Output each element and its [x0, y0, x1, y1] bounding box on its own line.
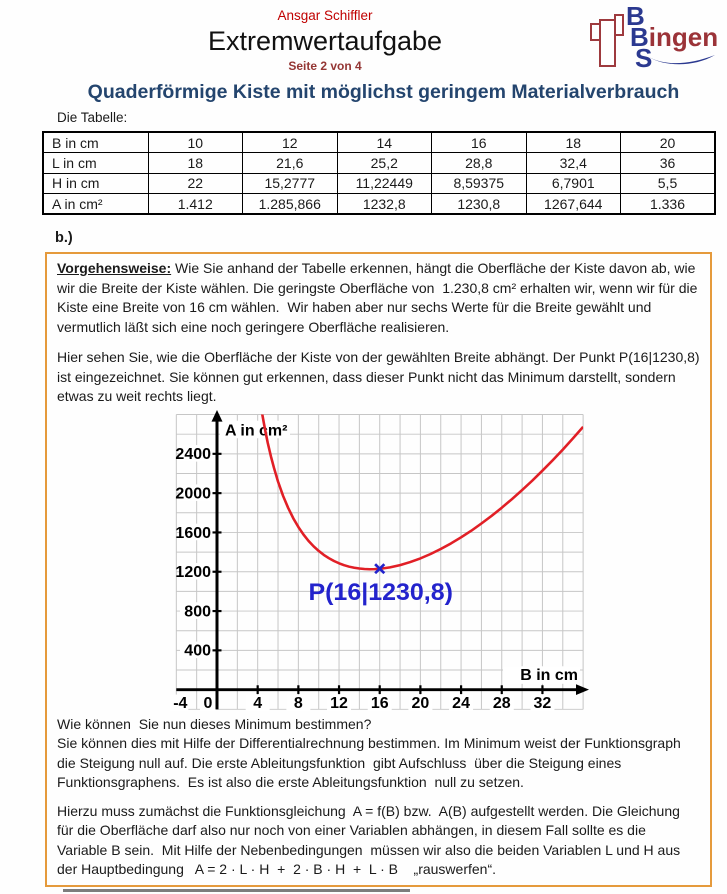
logo-letter-b-mid: B: [630, 22, 649, 52]
y-tick-label: 1200: [175, 563, 211, 581]
table-cell: 18: [526, 132, 621, 153]
table-row: [43, 132, 715, 153]
bbs-bingen-logo: [589, 2, 721, 72]
table-cell: 1267,644: [526, 194, 621, 215]
table-cell: 10: [148, 132, 243, 153]
table-cell: 1232,8: [337, 194, 432, 215]
x-tick-label: 8: [293, 694, 303, 712]
swoosh-icon: [647, 52, 719, 68]
row-header: H in cm: [43, 173, 148, 194]
table-cell: 6,7901: [526, 173, 621, 194]
function-curve: [262, 411, 583, 569]
table-cell: 11,22449: [337, 173, 432, 194]
x-axis-title: B in cm: [520, 666, 578, 684]
table-cell: 32,4: [526, 153, 621, 174]
x-axis-arrow: [576, 684, 589, 695]
minimum-answer: Sie können dies mit Hilfe der Differentialrechnung bestimmen. Im Minimum weist der Funktionsgraph die Steigung null auf. Die erste Ableitungsfunktion gibt Aufschluss über die Steigung eines Funktionsgraphens. Es ist also die erste Ableitungsfunktion null zu setzen.: [57, 735, 689, 790]
table-cell: 8,59375: [432, 173, 527, 194]
minimum-question: Wie können Sie nun dieses Minimum bestimmen?: [57, 715, 372, 732]
table-cell: 1.412: [148, 194, 243, 215]
header: [0, 0, 653, 73]
paragraph-hauptbedingung: Hierzu muss zumächst die Funktionsgleichung A = f(B) bzw. A(B) aufgestellt werden. Die Gleichung für die Oberfläche darf also nur noch von einer Variablen abhängen, in diesem Fall sollte es die Variable B sein. Mit Hilfe der Nebenbedingungen müssen wir also die beiden Variablen L und H aus der Hauptbedingung A = 2 · L · H + 2 · B · H + L · B „rauswerfen“.: [57, 802, 684, 877]
table-cell: 20: [621, 132, 716, 153]
subsection-label: b.): [55, 230, 73, 246]
row-header: A in cm²: [43, 194, 148, 215]
logo-letter-s: S: [635, 43, 653, 73]
paragraph-lead: Vorgehensweise:: [57, 260, 172, 276]
values-table-body: [43, 132, 715, 214]
y-tick-label: 2000: [175, 485, 211, 502]
surface-area-chart: [170, 409, 610, 715]
table-cell: 18: [148, 153, 243, 174]
table-cell: 1.285,866: [243, 194, 338, 215]
tower-icon: [589, 2, 625, 70]
logo-text-ingen: ingen: [648, 22, 719, 52]
x-tick-label: 20: [411, 694, 430, 712]
page-indicator: Seite 2 von 4: [288, 59, 362, 73]
table-cell: 22: [148, 173, 243, 194]
y-axis-arrow: [212, 409, 223, 421]
table-row: [43, 153, 715, 174]
page-title: Extremwertaufgabe: [207, 26, 443, 56]
table-cell: 36: [621, 153, 716, 174]
author-name: Ansgar Schiffler: [277, 8, 373, 23]
x-tick-label: -4: [173, 694, 188, 712]
x-tick-label: 24: [452, 694, 470, 712]
paragraph-lead-text: Wie Sie anhand der Tabelle erkennen, hängt die Oberfläche der Kiste davon ab, wie wir die Breite der Kiste wählen. Die geringste Oberfläche von 1.230,8 cm² erhalten wir, wenn wir für die Kiste eine Breite von 16 cm wählen. Wir haben aber nur sechs Werte für die Breite gewählt und vermutlich läßt sich eine noch geringere Oberfläche realisieren.: [57, 260, 702, 335]
table-row: [43, 173, 715, 194]
x-tick-label: 4: [253, 694, 263, 712]
table-cell: 28,8: [432, 153, 527, 174]
paragraph-vorgehensweise: [57, 259, 700, 337]
table-label: Die Tabelle:: [57, 110, 128, 125]
explanation-box: [45, 252, 712, 887]
table-row: [43, 194, 715, 215]
table-cell: 15,2777: [243, 173, 338, 194]
table-cell: 1.336: [621, 194, 716, 215]
logo-letter-b-top: B: [626, 1, 645, 31]
table-cell: 21,6: [243, 153, 338, 174]
table-cell: 25,2: [337, 153, 432, 174]
x-tick-label: 12: [330, 694, 348, 712]
x-tick-label: 32: [533, 694, 552, 712]
table-cell: 12: [243, 132, 338, 153]
table-cell: 14: [337, 132, 432, 153]
y-axis-title: A in cm²: [225, 421, 288, 439]
table-cell: 16: [432, 132, 527, 153]
y-tick-label: 400: [184, 642, 211, 660]
x-tick-label: 28: [492, 694, 511, 712]
table-cell: 5,5: [621, 173, 716, 194]
x-tick-label: 0: [203, 694, 213, 712]
paragraph-graph-intro: Hier sehen Sie, wie die Oberfläche der Kiste von der gewählten Breite abhängt. Der Punkt P(16|1230,8) ist eingezeichnet. Sie können gut erkennen, dass dieser Punkt nicht das Minimum darstellt, sondern etwas zu weit rechts liegt.: [57, 349, 704, 404]
point-label: P(16|1230,8): [308, 578, 453, 606]
section-title: Quaderförmige Kiste mit möglichst geringem Materialverbrauch: [87, 81, 680, 103]
chart-container: [57, 409, 700, 715]
row-header: B in cm: [43, 132, 148, 153]
paragraph-minimum-question: [57, 715, 700, 793]
y-tick-label: 2400: [175, 445, 211, 463]
x-tick-label: 16: [370, 694, 389, 712]
table-cell: 1230,8: [432, 194, 527, 215]
y-tick-label: 1600: [175, 524, 211, 542]
row-header: L in cm: [43, 153, 148, 174]
values-table: [42, 131, 716, 215]
next-section-edge: [63, 889, 410, 892]
y-tick-label: 800: [184, 603, 211, 620]
